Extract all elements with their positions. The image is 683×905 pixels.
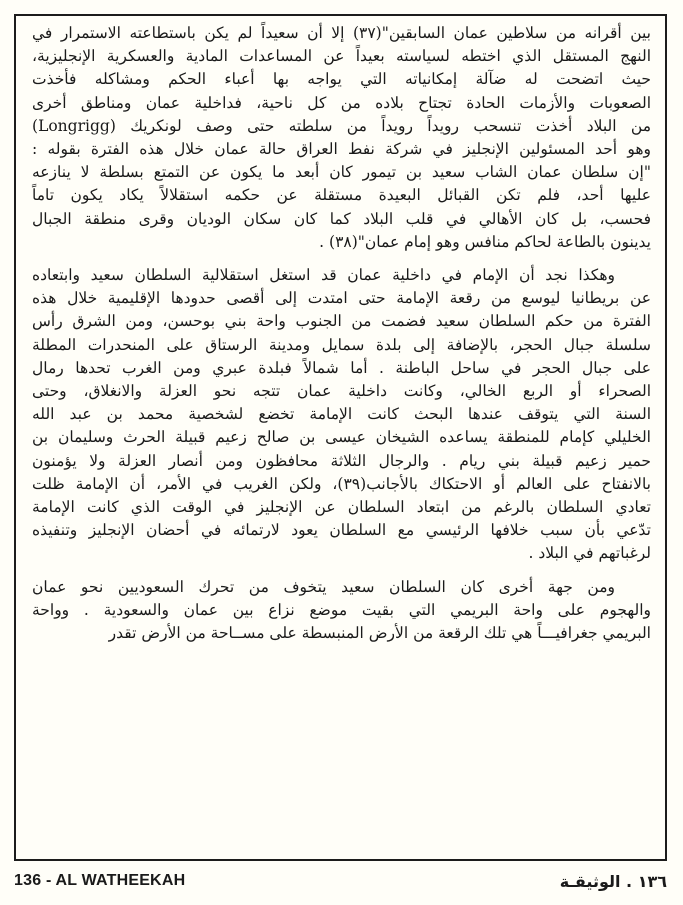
text-line: الفترة من حكم السلطان سعيد فضمت من الجنوب واحة بني بوحسن، ومن الشرق رأس [32, 312, 651, 331]
footer-page-label-latin: 136 - AL WATHEEKAH [14, 872, 186, 889]
text-line: النهج المستقل الذي اختطه لسياسته بعيداً عن المساعدات المادية والعسكرية الإنجليزية، [32, 47, 651, 66]
text-line: والهجوم على واحة البريمي التي بقيت موضع نزاع بين عمان والسعودية . وواحة [32, 600, 651, 619]
article-body [32, 22, 651, 655]
text-line: السنة التي يتوقف عندها البحث كانت الإمامة تخضع لشخصية محمد بن عبد الله [32, 405, 651, 424]
text-line: تدّعي بأن سبب خلافها الرئيسي مع السلطان يعود لارتمائه في أحضان الإنجليز وتنفيذه [32, 521, 651, 540]
text-line: الصحراء أو الربع الخالي، وكانت داخلية عمان تتجه نحو العزلة والانغلاق، وحتى [32, 382, 651, 401]
text-line: لرغباتهم في البلاد . [528, 544, 651, 563]
page-frame [14, 14, 667, 861]
text-line: الخليلي كإمام للمنطقة يساعده الشيخان عيسى بن صالح زعيم قبيلة الحرث وسليمان بن [32, 428, 651, 447]
text-line: ومن جهة أخرى كان السلطان سعيد يتخوف من تحرك السعوديين نحو عمان [32, 577, 615, 596]
text-line: فحسب، بل كان الأهالي في قلب البلاد كما كان سكان الوديان وقرى منطقة الجبال [32, 209, 651, 228]
text-line: الصعوبات والأزمات الحادة تجتاح بلاده من كل ناحية، فداخلية عمان ومناطق أخرى [32, 93, 651, 112]
text-line: عن بريطانيا ليوسع من رقعة الإمامة حتى امتدت إلى أقصى حدودها الإقليمية خلال هذه [32, 289, 651, 308]
text-line: بين أقرانه من سلاطين عمان السابقين"(٣٧) إلا أن سعيداً لم يكن باستطاعته الاستمرار في [32, 24, 651, 42]
paragraph [32, 22, 651, 254]
text-line: من البلاد أخذت تنسحب رويداً رويداً من سلطته حتى وصف لونكريك (Longrigg) [32, 116, 651, 135]
text-line: عليها أحد، فلم تكن القبائل البعيدة مستقلة عن حكمه استقلالاً يكاد يكون تاماً [32, 186, 651, 205]
text-line: يدينون بالطاعة لحاكم منافس وهو إمام عمان"(٣٨) . [319, 232, 651, 251]
paragraph [32, 576, 651, 646]
text-line: بالانفتاح على العالم أو الاحتكاك بالأجانب(٣٩)، ولكن الغريب في الأمر، أن الإمامة ظلت [32, 474, 651, 493]
text-line: "إن سلطان عمان الشاب سعيد بن تيمور كان أبعد ما يكون عن التمتع بسلطة لا ينازعه [32, 163, 651, 182]
paragraph [32, 264, 651, 566]
text-line: سلسلة جبال الحجر، بالإضافة إلى بلدة سمايل ومدينة الرستاق على المنحدرات المطلة [32, 335, 651, 354]
text-line: وهو أحد المسئولين الإنجليز في شركة نفط العراق حالة عمان خلال هذه الفترة بقوله : [32, 140, 651, 159]
footer-page-label-arabic: ١٣٦ . الوثيقـة [559, 871, 667, 891]
text-line: على جبال الحجر في ساحل الباطنة . أما شمالاً فبلدة عبري ومن الغرب تحدها رمال [32, 358, 651, 377]
page-footer [14, 868, 667, 894]
text-line: حمير زعيم قبيلة بني ريام . والرجال الثلاثة محافظون ومن أنصار العزلة ولا يؤمنون [32, 451, 651, 470]
text-line: البريمي جغرافيـــاً هي تلك الرقعة من الأرض المنبسطة على مســاحة من الأرض تقدر [108, 624, 651, 643]
text-line: تعادي السلطان بالرغم من ابتعاد السلطان عن الإنجليز في الوقت الذي كانت الإمامة [32, 498, 651, 517]
text-line: وهكذا نجد أن الإمام في داخلية عمان قد استغل استقلالية السلطان سعيد وابتعاده [32, 266, 615, 285]
text-line: حيث اتضحت له ضآلة إمكانياته التي يواجه بها أعباء الحكم ومشاكله فأخذت [32, 70, 651, 89]
